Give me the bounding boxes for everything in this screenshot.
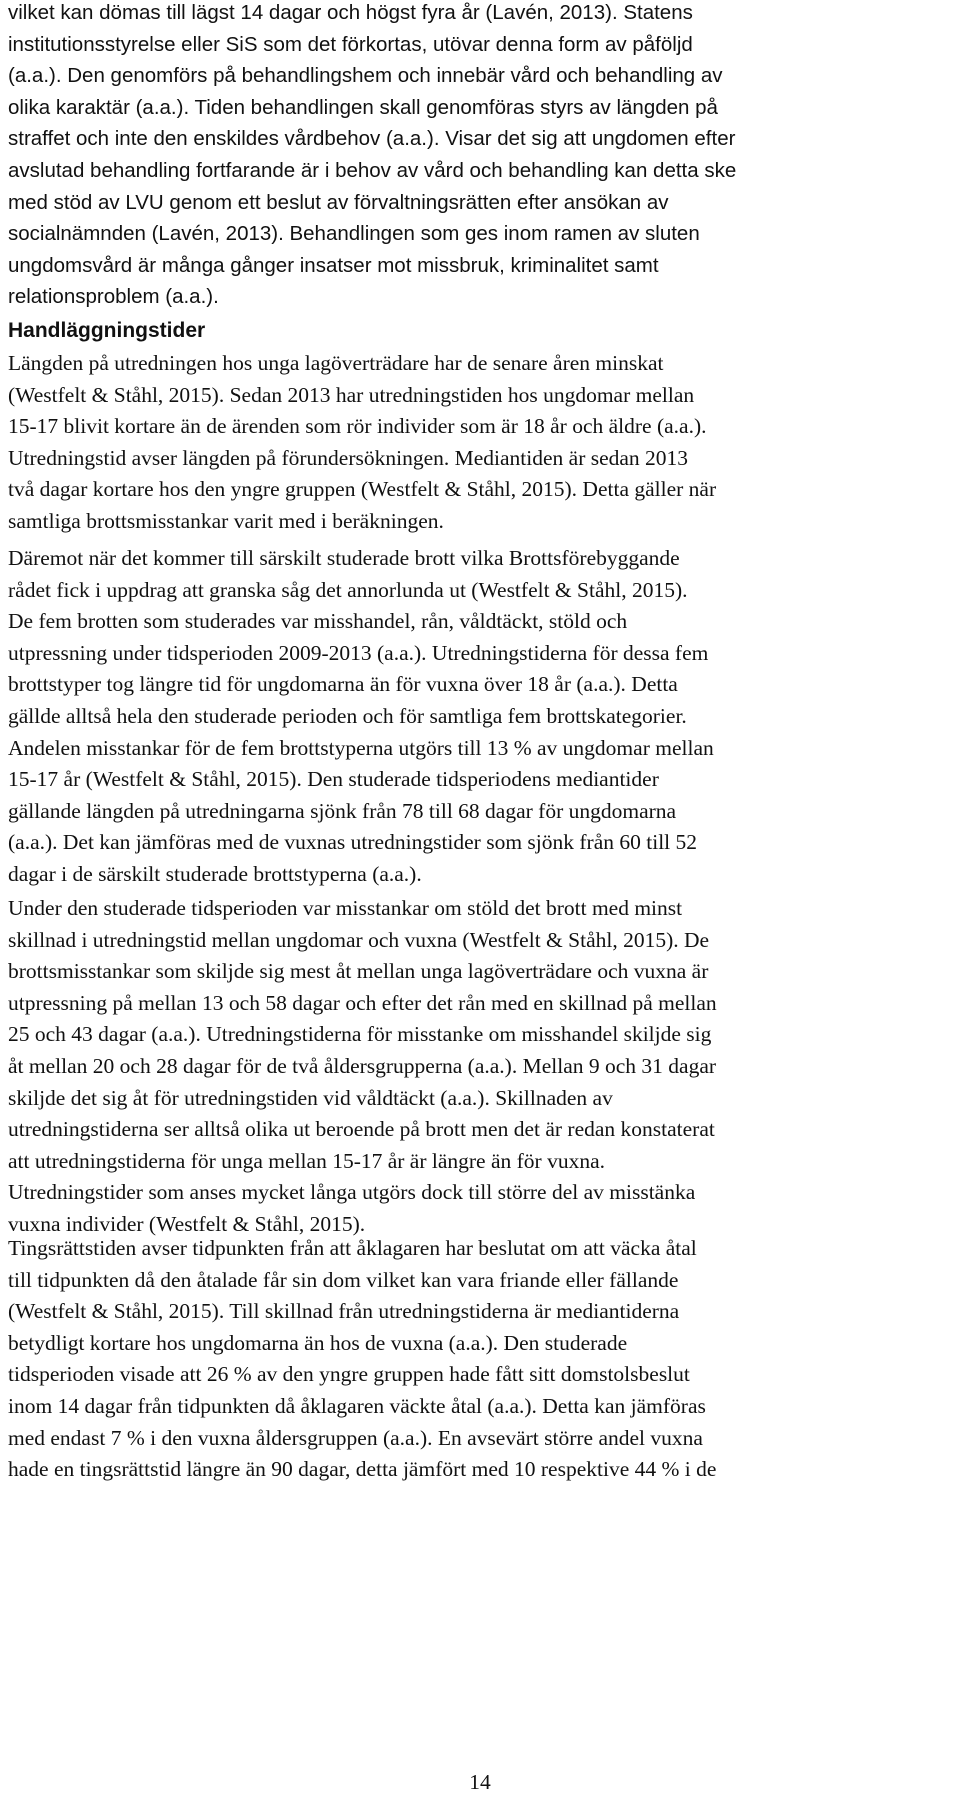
text-line: vilket kan dömas till lägst 14 dagar och högst fyra år (Lavén, 2013). Statens (8, 1, 693, 24)
text-line: gällde alltså hela den studerade perioden och för samtliga fem brottskategorier. (8, 704, 687, 728)
text-line: utredningstiderna ser alltså olika ut beroende på brott men det är redan konstaterat (8, 1117, 715, 1142)
text-line: De fem brotten som studerades var misshandel, rån, våldtäckt, stöld och (8, 609, 628, 634)
text-line: två dagar kortare hos den yngre gruppen (Westfelt & Ståhl, 2015). Detta gäller när (8, 477, 717, 502)
text-line: 25 och 43 dagar (a.a.). Utredningstiderna för misstanke om misshandel skiljde sig (8, 1022, 712, 1047)
text-line: brottsmisstankar som skiljde sig mest åt mellan unga lagöverträdare och vuxna är (8, 959, 709, 984)
text-line: Tingsrättstiden avser tidpunkten från att åklagaren har beslutat om att väcka åtal (8, 1236, 697, 1260)
text-line: Utredningstider som anses mycket långa utgörs dock till större del av misstänka (8, 1180, 696, 1205)
text-line: straffet och inte den enskildes vårdbehov (a.a.). Visar det sig att ungdomen efter (8, 127, 736, 151)
text-line: Under den studerade tidsperioden var misstankar om stöld det brott med minst (8, 896, 683, 920)
text-line: vuxna individer (Westfelt & Ståhl, 2015). (8, 1212, 366, 1236)
text-line: med endast 7 % i den vuxna åldersgruppen (a.a.). En avsevärt större andel vuxna (8, 1425, 703, 1450)
text-line: dagar i de särskilt studerade brottstyperna (a.a.). (8, 862, 422, 886)
text-line: avslutad behandling fortfarande är i behov av vård och behandling kan detta ske (8, 159, 737, 182)
text-line: (Westfelt & Ståhl, 2015). Sedan 2013 har utredningstiden hos ungdomar mellan (8, 382, 695, 407)
text-line: Utredningstid avser längden på förundersökningen. Mediantiden är sedan 2013 (8, 445, 689, 470)
page-number: 14 (469, 1770, 491, 1794)
text-line: Däremot när det kommer till särskilt studerade brott vilka Brottsförebyggande (8, 546, 680, 570)
text-line: hade en tingsrättstid längre än 90 dagar, detta jämfört med 10 respektive 44 % i de (8, 1457, 717, 1482)
text-line: gällande längden på utredningarna sjönk från 78 till 68 dagar för ungdomarna (8, 798, 677, 823)
text-line: (Westfelt & Ståhl, 2015). Till skillnad från utredningstiderna är mediantiderna (8, 1299, 680, 1324)
text-line: att utredningstiderna för unga mellan 15-17 år är längre än för vuxna. (8, 1148, 606, 1173)
text-line: betydligt kortare hos ungdomarna än hos de vuxna (a.a.). Den studerade (8, 1330, 628, 1355)
text-line: med stöd av LVU genom ett beslut av förvaltningsrätten efter ansökan av (8, 190, 669, 214)
text-line: ungdomsvård är många gånger insatser mot missbruk, kriminalitet samt (8, 253, 659, 277)
text-line: (a.a.). Den genomförs på behandlingshem och innebär vård och behandling av (8, 64, 723, 88)
text-line: Längden på utredningen hos unga lagöverträdare har de senare åren minskat (8, 351, 664, 375)
text-line: 15-17 år (Westfelt & Ståhl, 2015). Den studerade tidsperiodens mediantider (8, 767, 659, 792)
text-line: åt mellan 20 och 28 dagar för de två åldersgrupperna (a.a.). Mellan 9 och 31 dagar (8, 1054, 717, 1078)
text-line: (a.a.). Det kan jämföras med de vuxnas utredningstider som sjönk från 60 till 52 (8, 830, 698, 855)
text-line: skillnad i utredningstid mellan ungdomar och vuxna (Westfelt & Ståhl, 2015). De (8, 927, 710, 952)
text-line: samtliga brottsmisstankar varit med i beräkningen. (8, 509, 444, 533)
text-line: Andelen misstankar för de fem brottstyperna utgörs till 13 % av ungdomar mellan (8, 735, 714, 760)
text-line: 15-17 blivit kortare än de ärenden som rör individer som är 18 år och äldre (a.a.). (8, 414, 707, 439)
text-line: utpressning under tidsperioden 2009-2013 (a.a.). Utredningstiderna för dessa fem (8, 640, 709, 665)
text-line: inom 14 dagar från tidpunkten då åklagaren väckte åtal (a.a.). Detta kan jämföras (8, 1394, 706, 1418)
heading-text: Handläggningstider (8, 319, 206, 342)
text-line: rådet fick i uppdrag att granska såg det annorlunda ut (Westfelt & Ståhl, 2015). (8, 577, 688, 602)
text-line: brottstyper tog längre tid för ungdomarna än för vuxna över 18 år (a.a.). Detta (8, 672, 678, 697)
text-line: relationsproblem (a.a.). (8, 285, 219, 309)
text-line: olika karaktär (a.a.). Tiden behandlingen skall genomföras styrs av längden på (8, 95, 718, 119)
text-line: socialnämnden (Lavén, 2013). Behandlingen som ges inom ramen av sluten (8, 222, 700, 246)
text-line: institutionsstyrelse eller SiS som det förkortas, utövar denna form av påföljd (8, 32, 693, 56)
text-line: utpressning på mellan 13 och 58 dagar och efter det rån med en skillnad på mellan (8, 990, 717, 1015)
text-line: tidsperioden visade att 26 % av den yngre gruppen hade fått sitt domstolsbeslut (8, 1362, 690, 1387)
text-line: till tidpunkten då den åtalade får sin dom vilket kan vara friande eller fällande (8, 1267, 679, 1292)
text-line: skiljde det sig åt för utredningstiden vid våldtäckt (a.a.). Skillnaden av (8, 1085, 613, 1110)
